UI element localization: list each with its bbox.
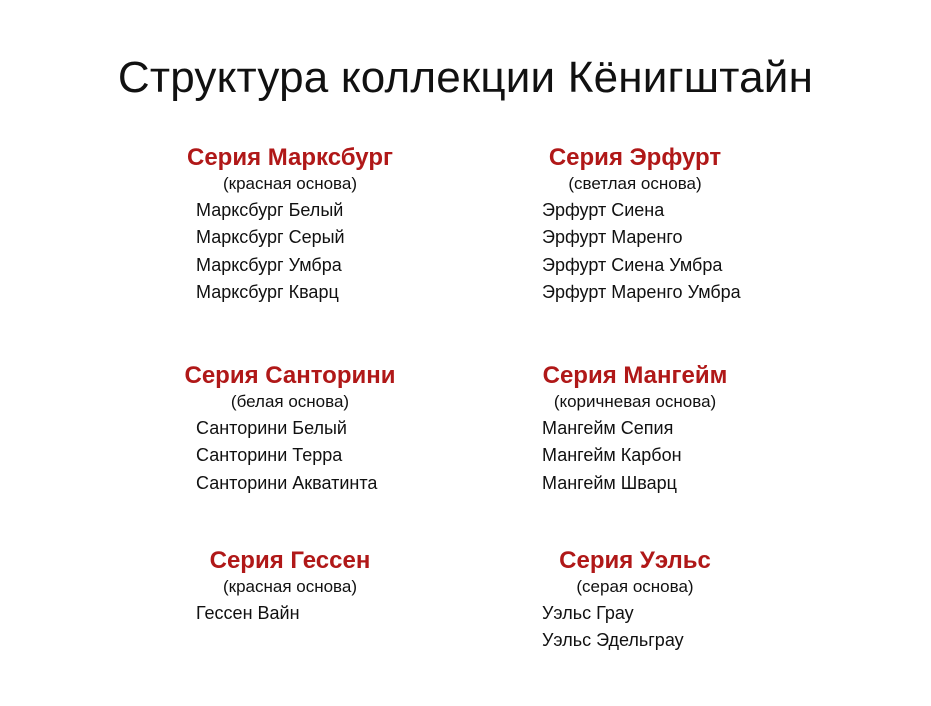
series-marksburg <box>125 143 455 306</box>
series-base-note: (серая основа) <box>576 577 694 596</box>
series-item: Гессен Вайн <box>196 603 300 623</box>
series-base-note: (коричневая основа) <box>553 392 717 411</box>
series-wales <box>470 546 800 655</box>
series-base-note: (белая основа) <box>230 392 350 411</box>
series-heading: Серия Уэльс <box>559 547 711 574</box>
series-item: Санторини Белый <box>196 418 347 438</box>
series-heading: Серия Мангейм <box>542 362 728 389</box>
series-base-note: (светлая основа) <box>568 174 702 193</box>
series-item: Уэльс Грау <box>542 603 634 623</box>
series-item: Уэльс Эдельграу <box>542 630 684 651</box>
series-item: Марксбург Серый <box>196 227 345 248</box>
series-santorini <box>125 361 455 497</box>
series-heading: Серия Эрфурт <box>548 144 722 171</box>
series-base-note: (красная основа) <box>222 174 358 193</box>
series-item-list <box>125 600 455 627</box>
series-item: Мангейм Карбон <box>542 445 682 466</box>
series-heading: Серия Гессен <box>209 547 371 574</box>
series-item-list <box>470 415 800 497</box>
series-item: Эрфурт Сиена Умбра <box>542 254 723 275</box>
series-base-note: (красная основа) <box>222 577 358 596</box>
series-item: Мангейм Сепия <box>542 418 674 438</box>
series-item: Марксбург Белый <box>196 200 344 220</box>
series-item: Санторини Терра <box>196 445 343 466</box>
series-item-list <box>470 600 800 655</box>
series-item: Мангейм Шварц <box>542 472 677 493</box>
series-item: Санторини Акватинта <box>196 472 378 493</box>
series-item: Марксбург Умбра <box>196 254 342 275</box>
series-item-list <box>125 197 455 306</box>
series-item: Эрфурт Маренго Умбра <box>542 281 741 302</box>
series-erfurt <box>470 143 800 306</box>
page-title: Структура коллекции Кёнигштайн <box>117 53 814 102</box>
series-item-list <box>125 415 455 497</box>
series-item: Эрфурт Маренго <box>542 227 683 248</box>
series-heading: Серия Санторини <box>184 362 396 389</box>
series-mannheim <box>470 361 800 497</box>
series-item-list <box>470 197 800 306</box>
series-hessen <box>125 546 455 627</box>
series-heading: Серия Марксбург <box>187 144 393 171</box>
series-item: Марксбург Кварц <box>196 281 339 302</box>
series-item: Эрфурт Сиена <box>542 200 665 220</box>
